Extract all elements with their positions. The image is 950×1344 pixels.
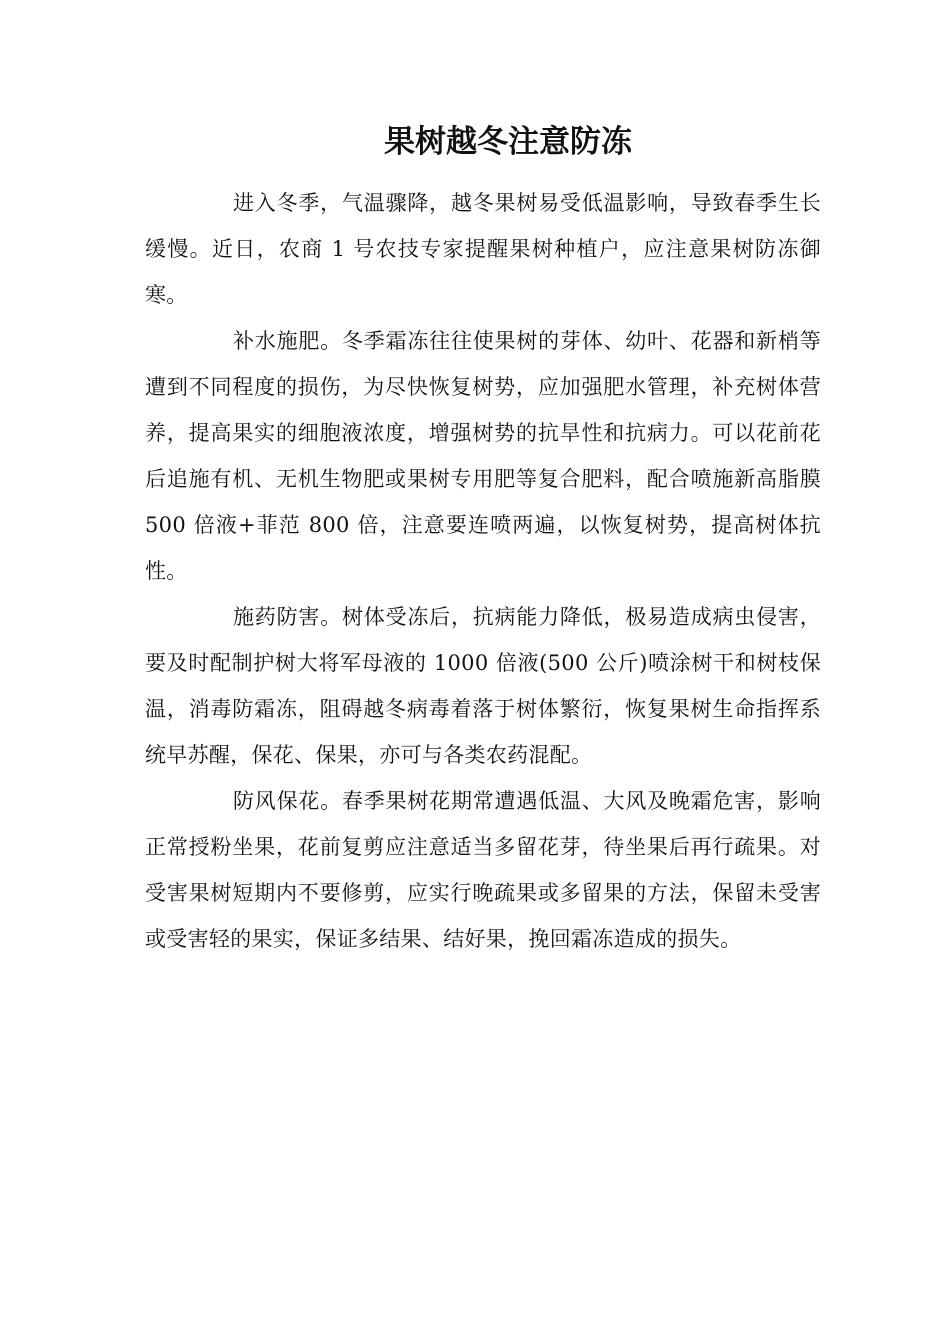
paragraph-water-fertilize: 补水施肥。冬季霜冻往往使果树的芽体、幼叶、花器和新梢等遭到不同程度的损伤，为尽快恢复树势，应加强肥水管理，补充树体营养，提高果实的细胞液浓度，增强树势的抗旱性和抗病力。可以花前花后追施有机、无机生物肥或果树专用肥等复合肥料，配合喷施新高脂膜 500 倍液+菲范 800 倍，注意要连喷两遍，以恢复树势，提高树体抗性。: [145, 329, 821, 583]
document-body: [145, 180, 821, 962]
paragraph-pesticide: 施药防害。树体受冻后，抗病能力降低，极易造成病虫侵害，要及时配制护树大将军母液的 1000 倍液(500 公斤)喷涂树干和树枝保温，消毒防霜冻，阻碍越冬病毒着落于树体繁衍，恢复果树生命指挥系统早苏醒，保花、保果，亦可与各类农药混配。: [145, 605, 821, 767]
paragraph-wind-protection: 防风保花。春季果树花期常遭遇低温、大风及晚霜危害，影响正常授粉坐果，花前复剪应注意适当多留花芽，待坐果后再行疏果。对受害果树短期内不要修剪，应实行晚疏果或多留果的方法，保留未受害或受害轻的果实，保证多结果、结好果，挽回霜冻造成的损失。: [145, 789, 821, 951]
paragraph-intro: 进入冬季，气温骤降，越冬果树易受低温影响，导致春季生长缓慢。近日，农商 1 号农技专家提醒果树种植户，应注意果树防冻御寒。: [145, 191, 821, 307]
document-title: 果树越冬注意防冻: [384, 124, 632, 160]
